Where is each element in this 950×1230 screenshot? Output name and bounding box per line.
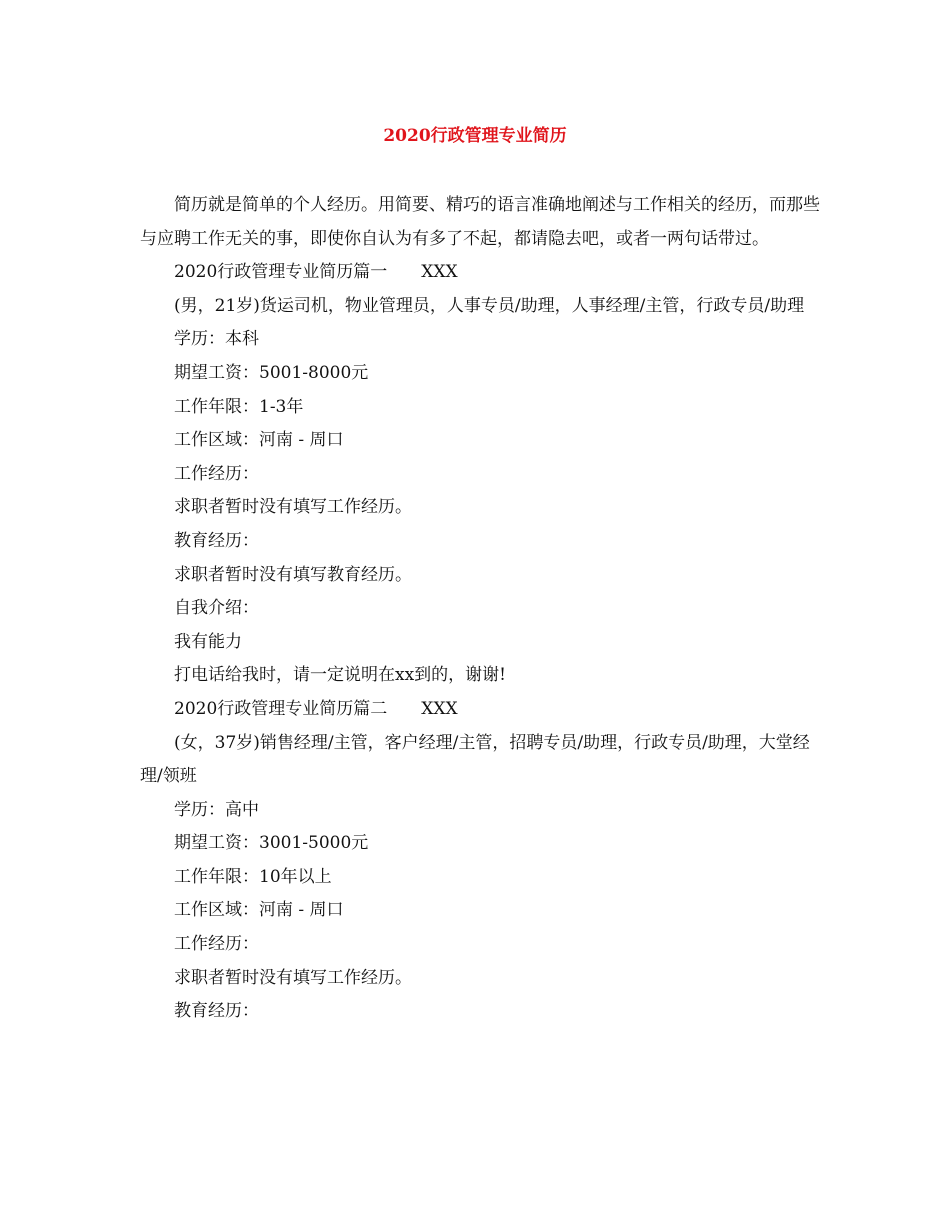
resume-2-salary: 期望工资：3001-5000元 [174, 833, 369, 854]
resume-2-education-history-label: 教育经历： [174, 1001, 259, 1022]
document-body [140, 189, 820, 1029]
intro-paragraph: 简历就是简单的个人经历。用简要、精巧的语言准确地阐述与工作相关的经历，而那些与应聘工作无关的事，即使你自认为有多了不起，都请隐去吧，或者一两句话带过。 [140, 195, 820, 249]
resume-2-education: 学历：高中 [174, 799, 259, 820]
resume-1-work-history-text: 求职者暂时没有填写工作经历。 [174, 497, 412, 518]
resume-1-education: 学历：本科 [174, 329, 259, 350]
resume-1-contact-note: 打电话给我时，请一定说明在xx到的，谢谢! [174, 665, 507, 686]
resume-1-self-intro-label: 自我介绍： [174, 598, 259, 619]
resume-1-education-history-text: 求职者暂时没有填写教育经历。 [174, 564, 412, 585]
document-title: 2020行政管理专业简历 [383, 126, 567, 146]
resume-1-education-history-label: 教育经历： [174, 530, 259, 551]
resume-1-self-intro-text: 我有能力 [174, 631, 242, 652]
resume-1-work-history-label: 工作经历： [174, 463, 259, 484]
resume-2-work-history-label: 工作经历： [174, 934, 259, 955]
resume-1-work-area: 工作区域：河南 - 周口 [174, 430, 344, 451]
resume-1-heading: 2020行政管理专业简历篇一 XXX [174, 262, 458, 283]
resume-2-heading: 2020行政管理专业简历篇二 XXX [174, 698, 458, 719]
resume-2-experience-years: 工作年限：10年以上 [174, 866, 332, 887]
resume-1-salary: 期望工资：5001-8000元 [174, 362, 369, 383]
resume-1-summary: (男，21岁)货运司机，物业管理员，人事专员/助理，人事经理/主管，行政专员/助理 [174, 295, 805, 316]
resume-2-work-history-text: 求职者暂时没有填写工作经历。 [174, 967, 412, 988]
resume-1-experience-years: 工作年限：1-3年 [174, 396, 304, 417]
resume-2-summary: (女，37岁)销售经理/主管，客户经理/主管，招聘专员/助理，行政专员/助理，大堂经理/领班 [140, 732, 810, 787]
resume-2-work-area: 工作区域：河南 - 周口 [174, 900, 344, 921]
